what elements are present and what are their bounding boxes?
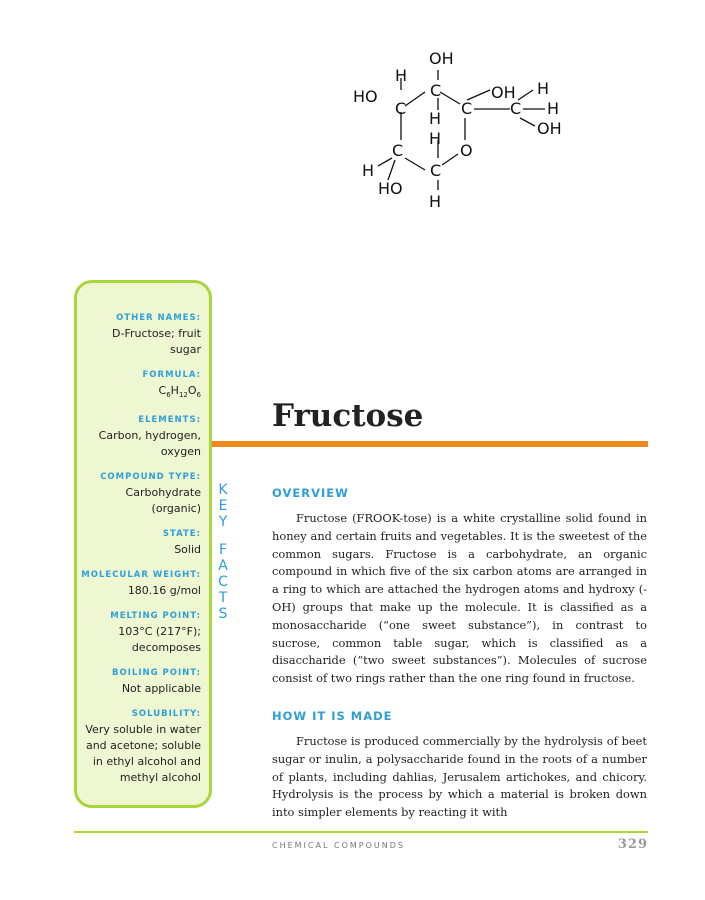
molecular-weight-label: MOLECULAR WEIGHT: (81, 570, 201, 581)
elements-label: ELEMENTS: (138, 415, 201, 426)
atom-ho-bot: HO (378, 179, 403, 198)
footer-rule (74, 831, 648, 833)
atom-ho-left: HO (353, 87, 378, 106)
atom-oh-far: OH (537, 119, 562, 138)
boiling-point-label: BOILING POINT: (112, 668, 201, 679)
solubility-value: Very soluble in water and acetone; soluble in ethyl alcohol and methyl alcohol (85, 723, 201, 785)
state-label: STATE: (162, 529, 201, 540)
atom-c1: C (395, 99, 407, 118)
other-names-label: OTHER NAMES: (116, 313, 201, 323)
atom-c-far: C (510, 99, 522, 118)
formula-label: FORMULA: (142, 370, 201, 380)
structural-formula (340, 40, 600, 220)
molecular-weight-value: 180.16 g/mol (127, 584, 201, 598)
key-facts-letter: K (218, 482, 228, 498)
title-rule (212, 441, 648, 447)
formula-h-sub: 12 (178, 391, 188, 400)
compound-type-value: Carbohydrate (organic) (125, 486, 201, 516)
formula-value (75, 383, 201, 403)
key-facts-heading (214, 482, 232, 622)
key-facts-letter (214, 530, 232, 542)
atom-c-bot-left: C (392, 141, 404, 160)
atom-h-mid2: H (429, 129, 442, 148)
page-number: 329 (617, 837, 648, 852)
melting-point-label: MELTING POINT: (110, 611, 201, 622)
compound-type-label: COMPOUND TYPE: (100, 472, 201, 483)
boiling-point-value: Not applicable (121, 682, 201, 696)
formula-o-sub: 6 (196, 391, 201, 400)
key-facts-letter: C (218, 574, 228, 590)
atom-h-bot: H (429, 192, 442, 211)
key-facts-letter: Y (218, 514, 228, 530)
atom-c-right: C (461, 99, 473, 118)
solubility-label: SOLUBILITY: (131, 709, 201, 720)
key-facts-panel (74, 280, 212, 808)
atom-h-far-right: H (547, 99, 560, 118)
atom-h-bot-left: H (362, 161, 375, 180)
atom-h-far-top: H (537, 79, 550, 98)
bonds (378, 70, 545, 190)
page-title: Fructose (272, 398, 424, 434)
atom-o-ring: O (460, 141, 473, 160)
key-facts-letter: A (218, 558, 228, 574)
how-made-paragraph: Fructose is produced commercially by the hydrolysis of beet sugar or inulin, a polysaccharide found in the roots of a number of plants, including dahlias, Jerusalem artichokes, and chicory. Hydrolysis is the process by which a material is broken down into simpler elements by reacting it with (272, 734, 647, 820)
formula-h: H (170, 384, 179, 397)
formula-o: O (187, 384, 197, 397)
formula-c: C (158, 384, 167, 397)
key-facts-letter: T (218, 590, 228, 606)
formula-c-sub: 6 (166, 391, 171, 400)
key-facts-letter: F (218, 542, 228, 558)
atom-c-top: C (430, 81, 442, 100)
overview-heading: OVERVIEW (272, 486, 349, 500)
other-names-value: D-Fructose; fruit sugar (112, 327, 201, 356)
atom-oh-top: OH (429, 49, 454, 68)
state-value: Solid (174, 543, 201, 557)
key-facts-letter: S (218, 606, 228, 622)
atom-oh-right: OH (491, 83, 516, 102)
footer-section-name: CHEMICAL COMPOUNDS (272, 841, 405, 850)
atom-c-bot: C (430, 161, 442, 180)
overview-paragraph: Fructose (FROOK-tose) is a white crystalline solid found in honey and certain fruits and vegetables. It is the sweetest of the common sugars. Fructose is a carbohydrate, an organic compound in which five of the six carbon atoms are arranged in a ring to which are attached the hydrogen atoms and hydroxy (-OH) groups that make up the molecule. It is classified as a monosaccharide (“one sweet substance”), in contrast to sucrose, common table sugar, which is classified as a disaccharide (“two sweet substances”). Molecules of sucrose consist of two rings rather than the one ring found in fructose. (272, 511, 647, 686)
key-facts-letter: E (218, 498, 228, 514)
atom-h-top-left: H (395, 66, 408, 85)
melting-point-value: 103°C (217°F); decomposes (118, 625, 201, 655)
how-made-heading: HOW IT IS MADE (272, 709, 393, 723)
elements-value: Carbon, hydrogen, oxygen (98, 429, 201, 459)
atom-h-mid1: H (429, 109, 442, 128)
